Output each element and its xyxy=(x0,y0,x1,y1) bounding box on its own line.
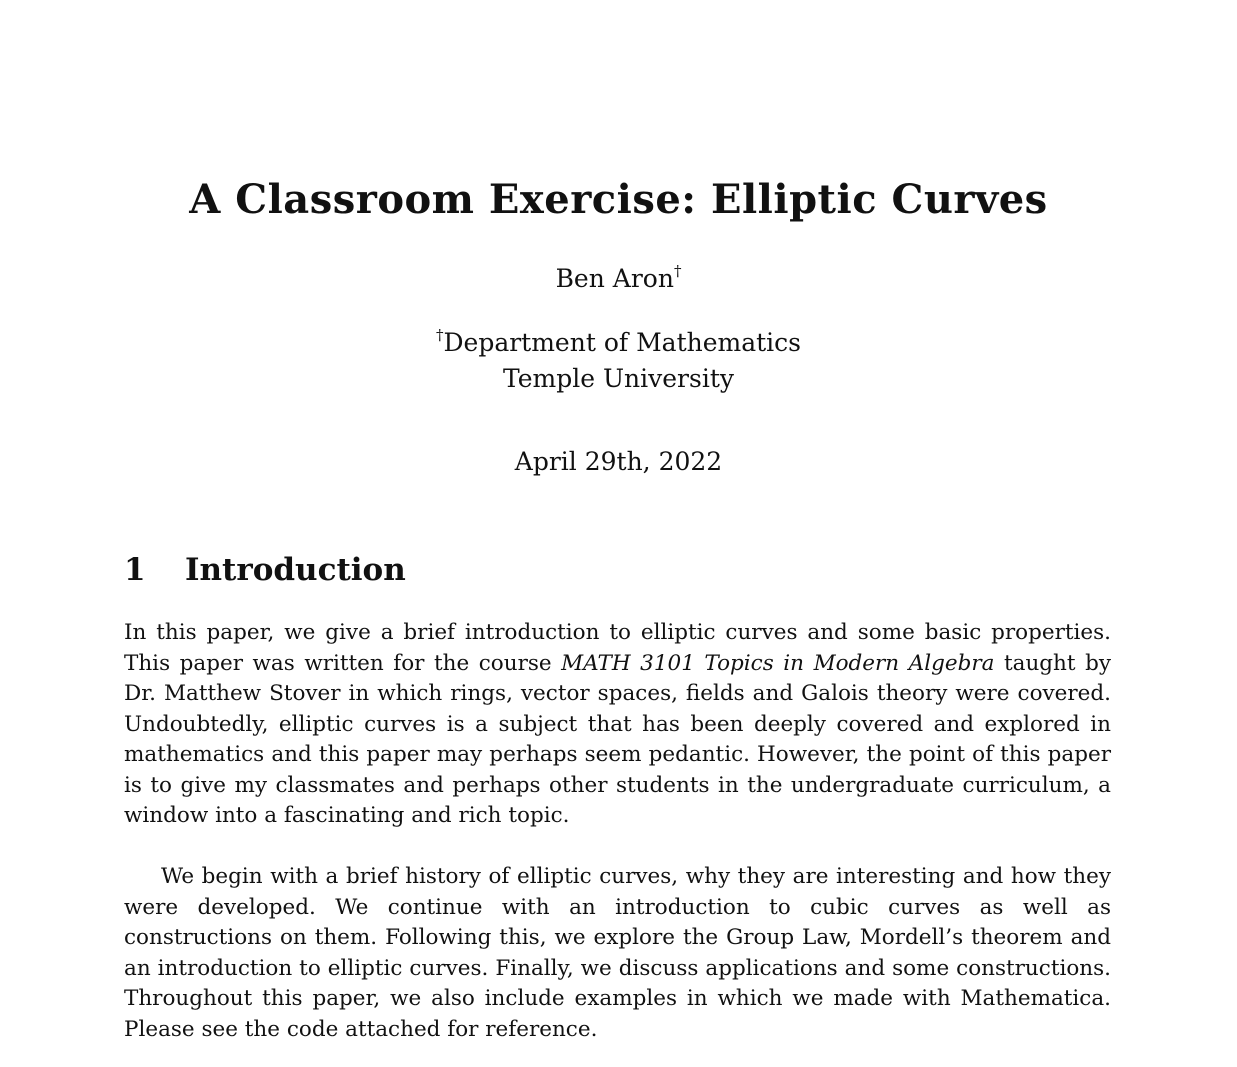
affiliation-department xyxy=(0,326,1237,357)
paragraph-1-text-end: taught by Dr. Matthew Stover in which rings, vector spaces, fields and Galois theory were covered. Undoubtedly, elliptic curves is a subject that has been deeply covered and explored in mathematics and this paper may perhaps seem pedantic. However, the point of this paper is to give my classmates and perhaps other students in the undergraduate curriculum, a window into a fascinating and rich topic. xyxy=(124,650,1111,828)
intro-paragraph-2: We begin with a brief history of elliptic curves, why they are interesting and how they were developed. We continue with an introduction to cubic curves as well as constructions on them. Following this, we explore the Group Law, Mordell’s theorem and an introduction to elliptic curves. Finally, we discuss applications and some constructions. Throughout this paper, we also include examples in which we made with Mathematica. Please see the code attached for reference. xyxy=(124,864,1111,1042)
section-number: 1 xyxy=(124,552,146,588)
affiliation-footnote-mark: † xyxy=(435,326,444,344)
affiliation-university: Temple University xyxy=(502,364,734,393)
author-footnote-mark: † xyxy=(673,262,682,280)
affiliation-department-text: Department of Mathematics xyxy=(443,328,802,357)
section-heading xyxy=(124,552,406,588)
author-name: Ben Aron xyxy=(555,264,674,293)
paper-date: April 29th, 2022 xyxy=(514,447,723,476)
paper-title: A Classroom Exercise: Elliptic Curves xyxy=(189,176,1048,223)
section-title: Introduction xyxy=(185,552,406,588)
paragraph-1-text-start: In this paper, we give a brief introduction to elliptic curves and some basic properties. This paper was written for the course xyxy=(124,620,1111,676)
course-name: MATH 3101 Topics in Modern Algebra xyxy=(561,650,995,676)
intro-paragraph-1 xyxy=(124,618,1111,832)
author-line xyxy=(0,262,1237,293)
